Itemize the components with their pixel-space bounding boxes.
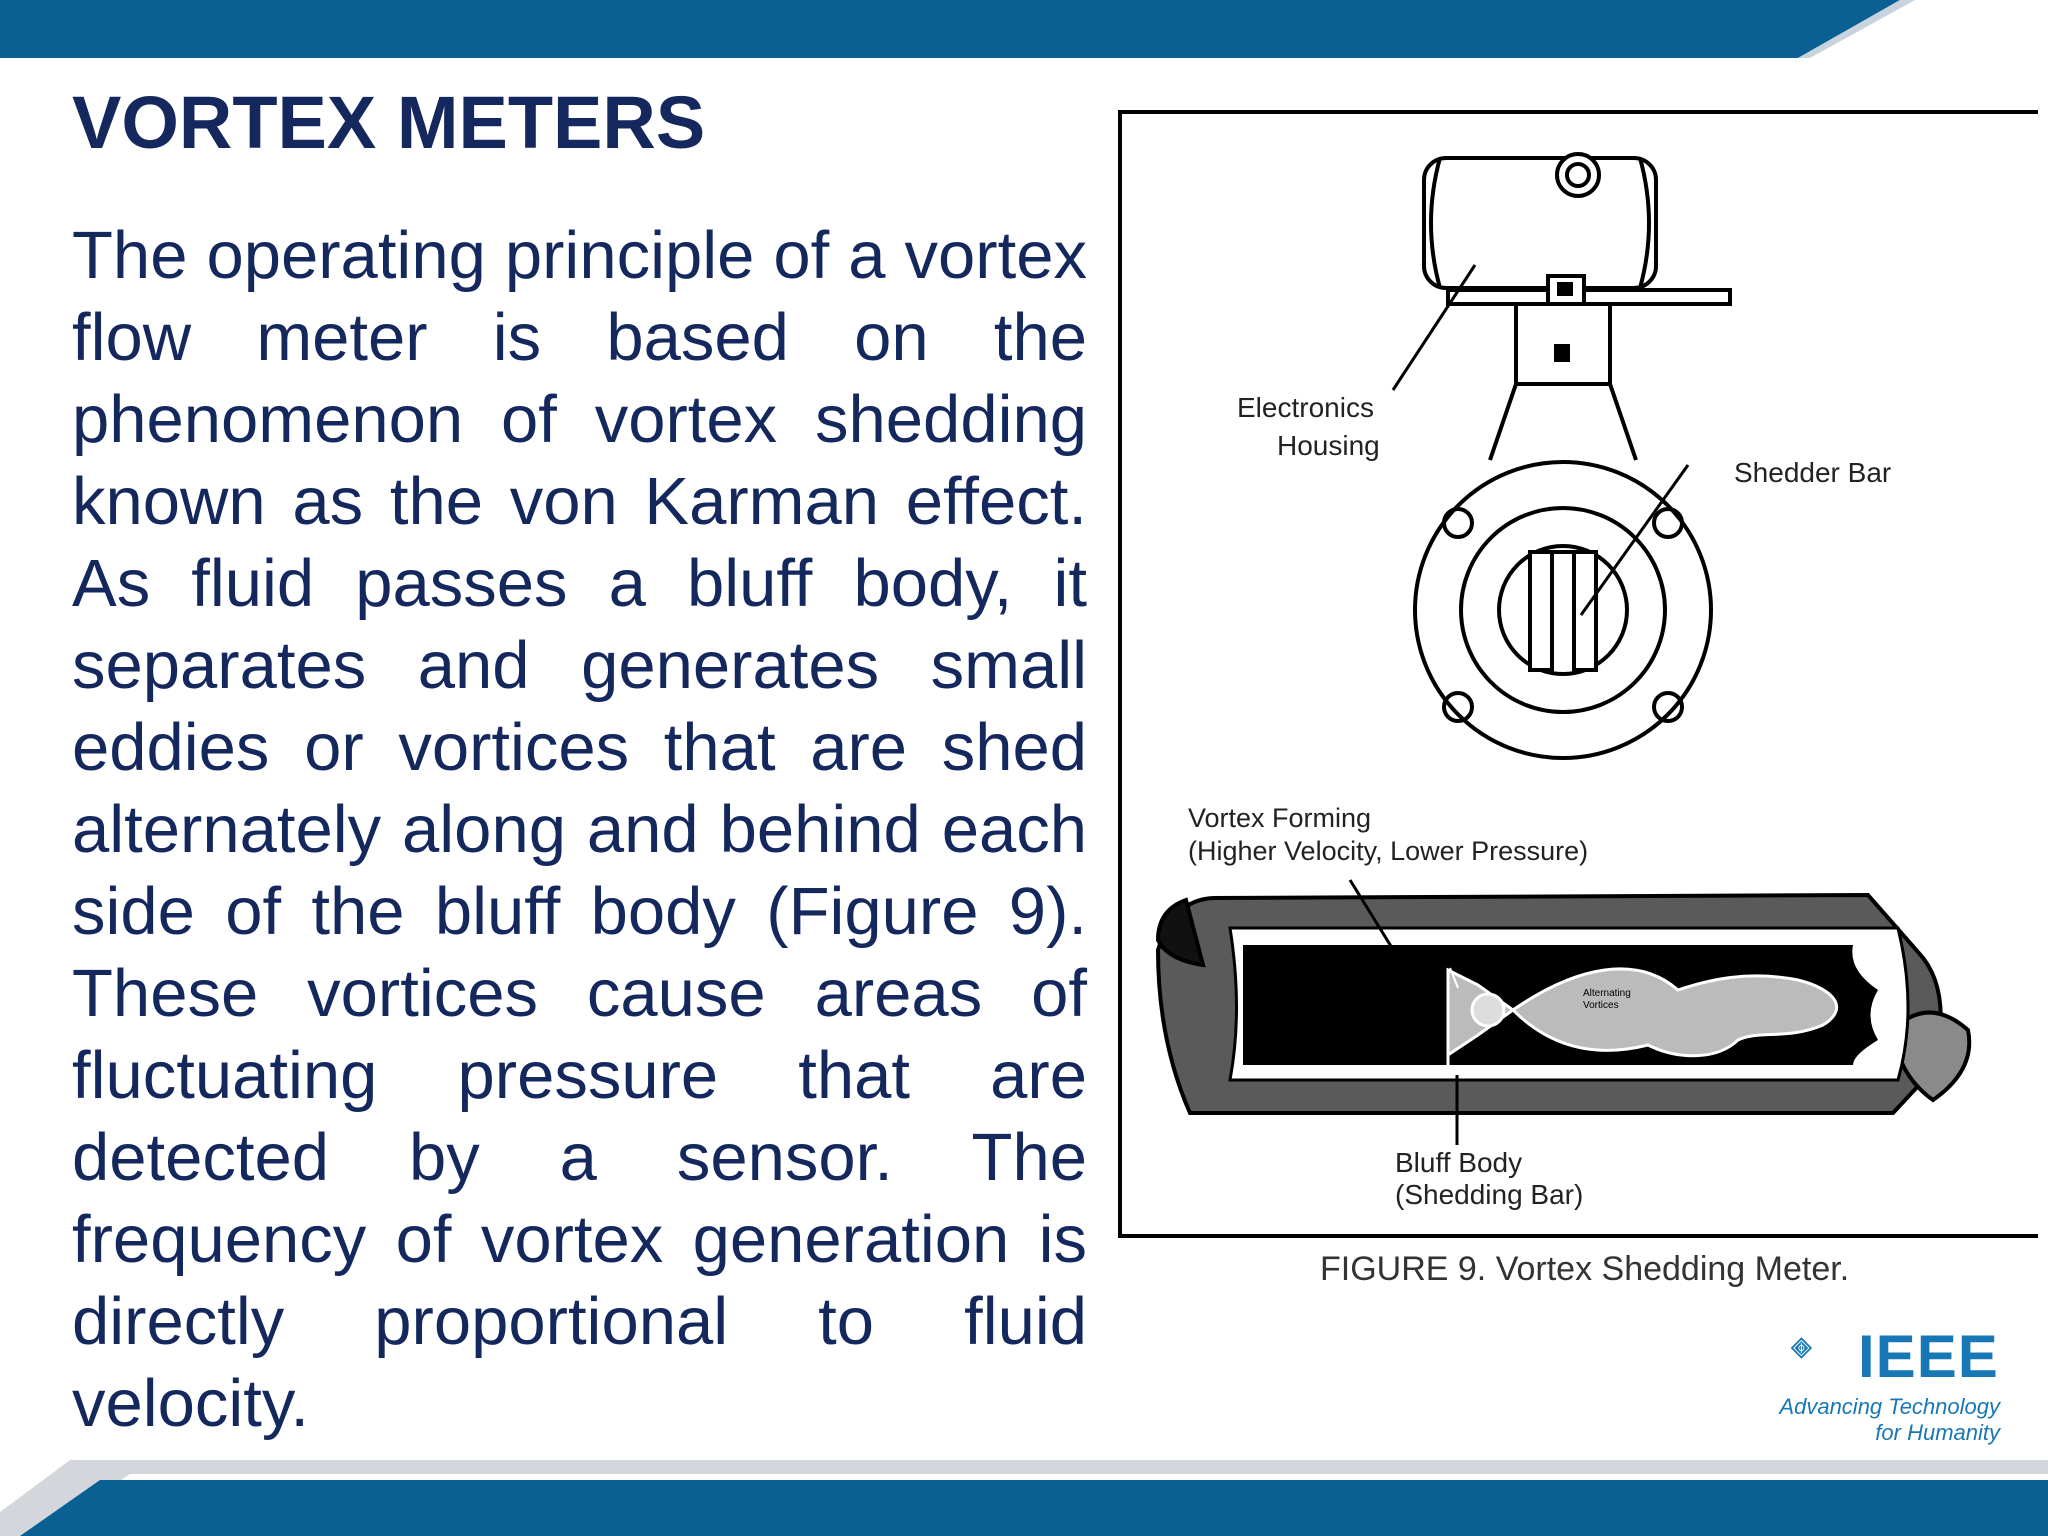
- bottom-banner-bar: [0, 1460, 2048, 1536]
- figure-caption: FIGURE 9. Vortex Shedding Meter.: [1320, 1250, 1850, 1288]
- ieee-tagline-line2: for Humanity: [1875, 1420, 2000, 1445]
- electronics-housing-label-line1: Electronics: [1237, 392, 1374, 423]
- page-title: VORTEX METERS: [72, 81, 706, 164]
- bluff-body-label-line1: Bluff Body: [1395, 1147, 1523, 1178]
- vortex-forming-label-line2: (Higher Velocity, Lower Pressure): [1188, 836, 1589, 866]
- electronics-housing-label-line2: Housing: [1277, 430, 1380, 461]
- shedder-bar-label: Shedder Bar: [1734, 457, 1892, 488]
- top-banner-bar: [0, 0, 2048, 60]
- alternating-vortices-label: Alternating Vortices: [1583, 988, 1631, 1011]
- ieee-wordmark: IEEE: [1858, 1323, 1999, 1390]
- electronics-housing-shape: [1424, 158, 1656, 288]
- vortex-forming-label-line1: Vortex Forming: [1188, 803, 1372, 833]
- bluff-body-label-line2: (Shedding Bar): [1395, 1179, 1584, 1210]
- vortex-meter-diagram: [1118, 110, 2048, 1240]
- ieee-tagline-line1: Advancing Technology: [1779, 1394, 2000, 1419]
- body-paragraph: The operating principle of a vortex flow meter is based on the phenomenon of vortex shedding known as the von Karman effect. As fluid passes a bluff body, it separates and generates small eddies or vortices that are shed alternately along and behind each side of the bluff body (Figure 9). These vortices cause areas of fluctuating pressure that are detected by a sensor. The frequency of vortex generation is directly proportional to fluid velocity.: [72, 218, 1087, 1441]
- ieee-logo-icon: [1790, 1322, 1860, 1392]
